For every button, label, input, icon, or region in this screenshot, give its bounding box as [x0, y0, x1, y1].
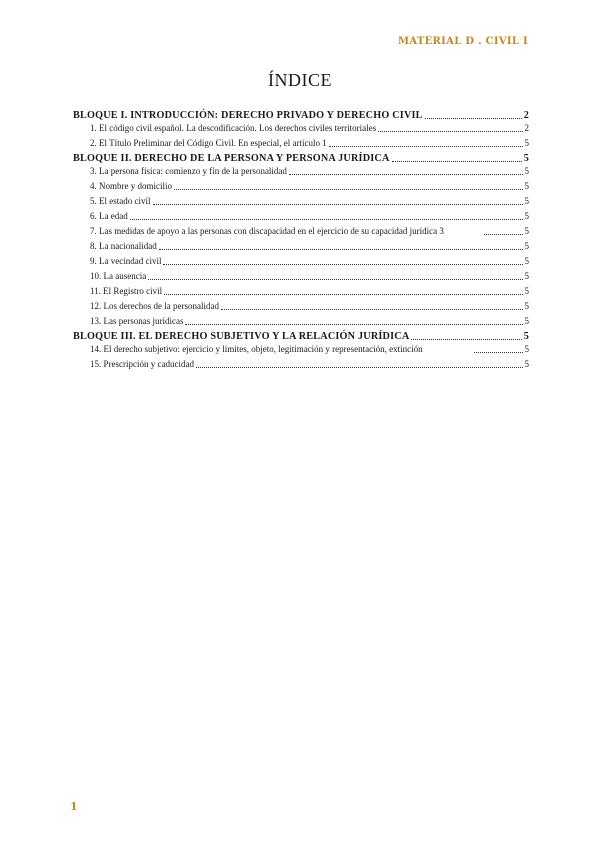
toc-entry-label: 5. El estado civil: [90, 196, 151, 206]
toc-entry-label: 2. El Título Preliminar del Código Civil. En especial, el artículo 1: [90, 138, 327, 148]
toc-page-number: 5: [523, 153, 529, 164]
toc-page-number: 5: [524, 271, 529, 281]
toc-entry-label: 8. La nacionalidad: [90, 241, 157, 251]
toc-entry[interactable]: [73, 344, 529, 355]
toc-leader-dots: [392, 161, 522, 162]
toc-entry[interactable]: [73, 138, 529, 149]
toc-page-number: 5: [524, 138, 529, 148]
toc-entry[interactable]: [73, 271, 529, 282]
toc-leader-dots: [221, 309, 523, 310]
toc-page-number: 5: [524, 241, 529, 251]
toc-leader-dots: [163, 264, 522, 265]
toc-page-number: 5: [524, 181, 529, 191]
toc-leader-dots: [484, 234, 522, 235]
toc-leader-dots: [148, 279, 522, 280]
toc-entry-label: BLOQUE I. INTRODUCCIÓN: DERECHO PRIVADO Y DERECHO CIVIL: [73, 110, 423, 121]
toc-page-number: 5: [524, 196, 529, 206]
toc-leader-dots: [185, 324, 522, 325]
toc-entry[interactable]: [73, 241, 529, 252]
toc-leader-dots: [164, 294, 522, 295]
toc-leader-dots: [196, 367, 523, 368]
toc-entry[interactable]: [73, 286, 529, 297]
toc-entry-label: 4. Nombre y domicilio: [90, 181, 172, 191]
toc-entry[interactable]: [73, 301, 529, 312]
toc-entry[interactable]: [73, 316, 529, 327]
toc-entry-label: BLOQUE III. EL DERECHO SUBJETIVO Y LA RELACIÓN JURÍDICA: [73, 331, 410, 342]
toc-page-number: 5: [524, 286, 529, 296]
toc-entry-label: 15. Prescripción y caducidad: [90, 359, 194, 369]
toc-entry-label: 13. Las personas jurídicas: [90, 316, 184, 326]
page-title: ÍNDICE: [268, 70, 332, 90]
toc-page-number: 5: [524, 226, 530, 236]
toc-entry[interactable]: [73, 123, 529, 134]
toc-leader-dots: [289, 174, 523, 175]
toc-entry-label: BLOQUE II. DERECHO DE LA PERSONA Y PERSONA JURÍDICA: [73, 153, 390, 164]
toc-leader-dots: [378, 131, 522, 132]
toc-leader-dots: [159, 249, 523, 250]
toc-leader-dots: [329, 146, 523, 147]
toc-entry[interactable]: [73, 226, 529, 237]
toc-entry-label: 7. Las medidas de apoyo a las personas con discapacidad en el ejercicio de su capacidad jurídica 3: [90, 226, 444, 236]
toc-page-number: 2: [524, 123, 529, 133]
toc-page-number: 5: [524, 211, 529, 221]
toc-entry[interactable]: [73, 196, 529, 207]
toc-page-number: 5: [523, 331, 529, 342]
toc-page-number: 5: [524, 344, 529, 354]
toc-page-number: 5: [524, 359, 529, 369]
toc-section-heading[interactable]: [73, 153, 529, 164]
toc-page-number: 5: [524, 316, 529, 326]
toc-entry[interactable]: [73, 166, 529, 177]
toc-section-heading[interactable]: [73, 331, 529, 342]
toc-entry-label: 14. El derecho subjetivo: ejercicio y límites, objeto, legitimación y representación, extinción: [90, 344, 423, 354]
toc-leader-dots: [174, 189, 523, 190]
page-number: 1: [70, 800, 78, 813]
toc-leader-dots: [474, 352, 523, 353]
toc-entry-label: 3. La persona física: comienzo y fin de la personalidad: [90, 166, 287, 176]
document-header: MATERIAL D . CIVIL I: [398, 36, 528, 47]
toc-page-number: 5: [524, 301, 529, 311]
toc-entry-label: 9. La vecindad civil: [90, 256, 162, 266]
toc-page-number: 2: [523, 110, 529, 121]
toc-entry-label: 6. La edad: [90, 211, 128, 221]
toc-entry[interactable]: [73, 211, 529, 222]
toc-entry-label: 10. La ausencia: [90, 271, 147, 281]
toc-entry[interactable]: [73, 359, 529, 370]
toc-entry-label: 11. El Registro civil: [90, 286, 163, 296]
toc-leader-dots: [153, 204, 523, 205]
toc-entry-label: 1. El código civil español. La descodificación. Los derechos civiles territoriales: [90, 123, 377, 133]
toc-section-heading[interactable]: [73, 110, 529, 121]
toc-page-number: 5: [524, 166, 529, 176]
toc-leader-dots: [425, 118, 522, 119]
toc-entry[interactable]: [73, 256, 529, 267]
toc-entry[interactable]: [73, 181, 529, 192]
toc-entry-label: 12. Los derechos de la personalidad: [90, 301, 219, 311]
toc-page-number: 5: [524, 256, 529, 266]
toc-leader-dots: [130, 219, 523, 220]
table-of-contents: [73, 110, 529, 374]
toc-leader-dots: [411, 339, 521, 340]
